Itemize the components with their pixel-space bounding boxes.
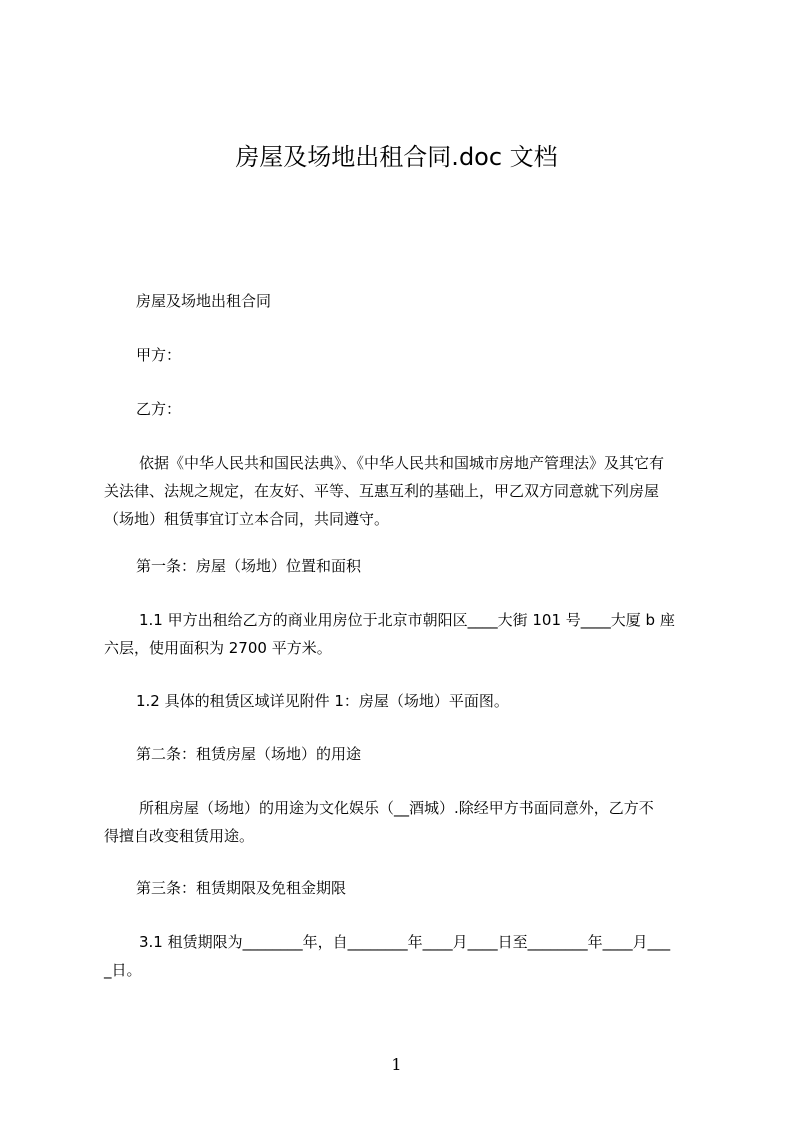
article-2-body [104, 794, 704, 850]
paragraph-line: 依据《中华人民共和国民法典》、《中华人民共和国城市房地产管理法》及其它有 [124, 454, 665, 472]
preamble-paragraph [104, 449, 704, 533]
page-number: 1 [391, 1055, 402, 1074]
paragraph-line: 乙方： [136, 400, 182, 418]
paragraph-line: 六层，使用面积为 2700 平方米。 [104, 639, 332, 657]
paragraph-line: _日。 [104, 961, 142, 979]
paragraph-line: 第一条：房屋（场地）位置和面积 [136, 557, 362, 575]
paragraph-line: 第三条：租赁期限及免租金期限 [136, 879, 347, 897]
contract-heading [104, 287, 704, 315]
article-1-heading [104, 552, 704, 580]
paragraph-line: 房屋及场地出租合同 [136, 292, 272, 310]
clause-1-1 [104, 606, 704, 662]
clause-3-1 [104, 928, 704, 984]
paragraph-line: 得擅自改变租赁用途。 [104, 827, 255, 845]
paragraph-line: 1.2 具体的租赁区域详见附件 1：房屋（场地）平面图。 [136, 692, 509, 710]
paragraph-line: 所租房屋（场地）的用途为文化娱乐（__酒城）.除经甲方书面同意外，乙方不 [124, 799, 654, 817]
article-2-heading [104, 740, 704, 768]
paragraph-line: （场地）租赁事宜订立本合同，共同遵守。 [104, 510, 390, 528]
clause-1-2 [104, 687, 704, 715]
paragraph-line: 甲方： [136, 346, 182, 364]
paragraph-line: 3.1 租赁期限为________年，自________年____月____日至________年____月___ [124, 933, 671, 951]
paragraph-line: 第二条：租赁房屋（场地）的用途 [136, 745, 362, 763]
paragraph-line: 1.1 甲方出租给乙方的商业用房位于北京市朝阳区____大街 101 号____大厦 b 座 [124, 611, 675, 629]
article-3-heading [104, 874, 704, 902]
party-a-line [104, 341, 704, 369]
document-title: 房屋及场地出租合同.doc 文档 [235, 143, 558, 171]
paragraph-line: 关法律、法规之规定，在友好、平等、互惠互利的基础上，甲乙双方同意就下列房屋 [104, 482, 660, 500]
party-b-line [104, 395, 704, 423]
